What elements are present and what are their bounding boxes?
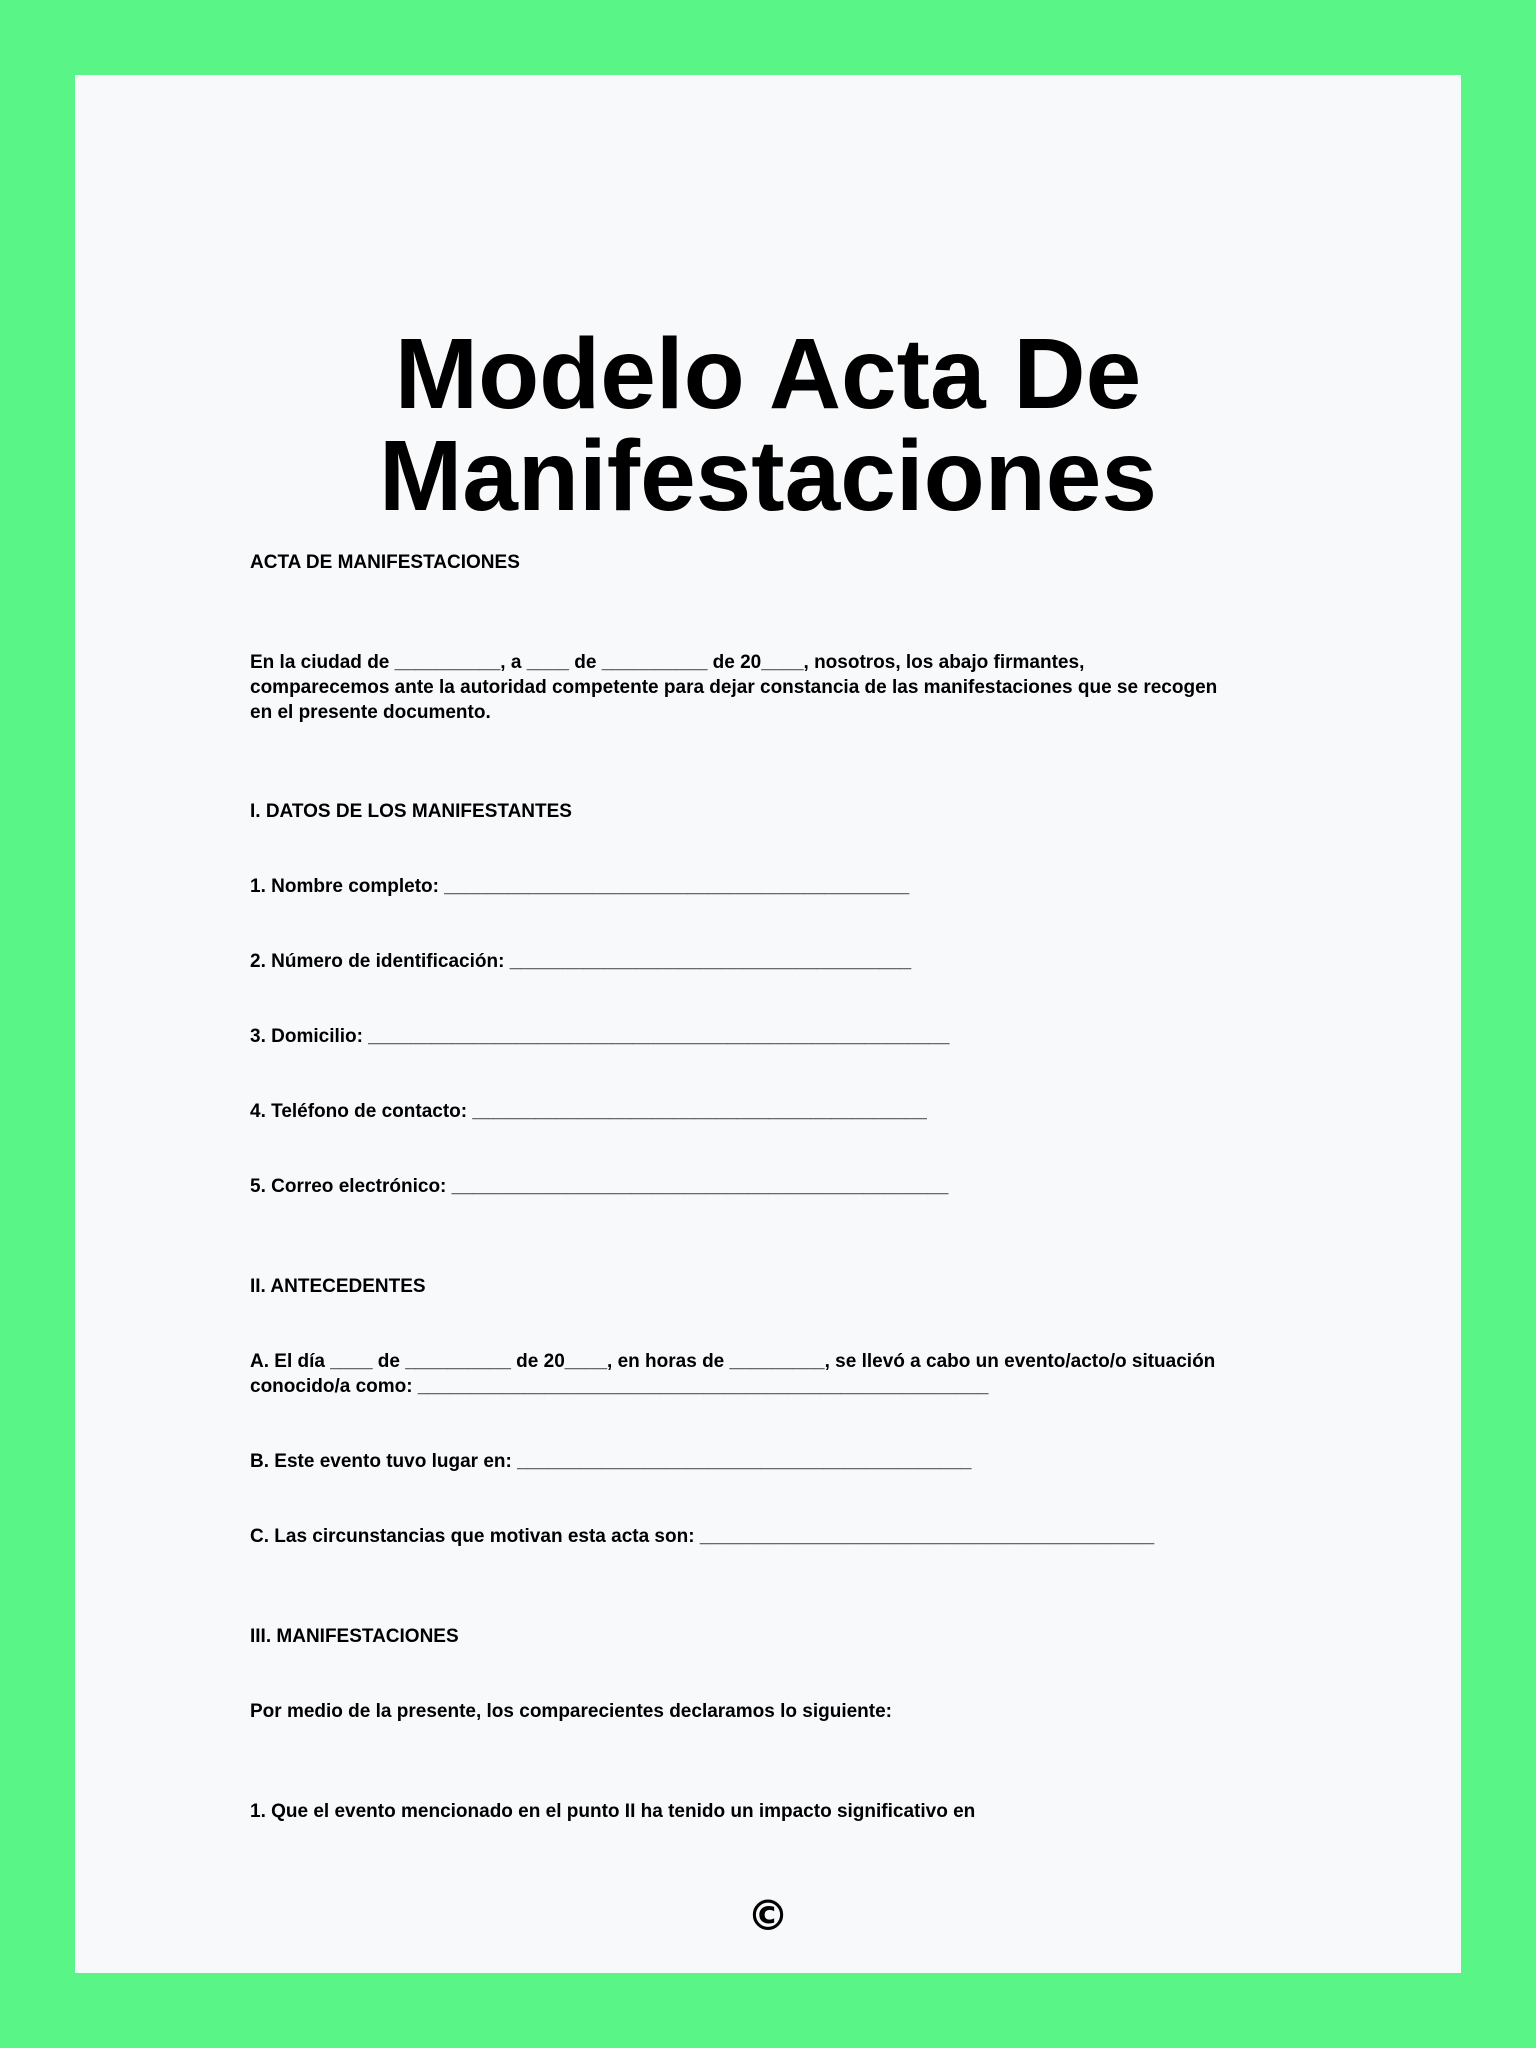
document-page (75, 75, 1461, 1973)
field-nombre-completo: 1. Nombre completo: ____________________________________________ (250, 876, 910, 897)
section-heading-datos: I. DATOS DE LOS MANIFESTANTES (250, 801, 572, 822)
copyright-icon: © (747, 1891, 789, 1940)
antecedente-c: C. Las circunstancias que motivan esta acta son: ___________________________________________ (250, 1526, 1155, 1547)
antecedente-b: B. Este evento tuvo lugar en: ___________________________________________ (250, 1451, 972, 1472)
document-title (75, 318, 1461, 532)
manifestaciones-intro: Por medio de la presente, los comparecientes declaramos lo siguiente: (250, 1701, 892, 1722)
intro-paragraph (250, 650, 1290, 725)
title-line-1: Modelo Acta De (394, 318, 1142, 430)
antecedente-a (250, 1349, 1290, 1399)
field-domicilio: 3. Domicilio: _______________________________________________________ (250, 1026, 950, 1047)
intro-line-3: en el presente documento. (250, 702, 491, 723)
intro-line-2: comparecemos ante la autoridad competente para dejar constancia de las manifestaciones que se recogen (250, 677, 1218, 698)
field-numero-identificacion: 2. Número de identificación: ______________________________________ (250, 951, 912, 972)
antecedente-a-line-2: conocido/a como: ______________________________________________________ (250, 1376, 989, 1397)
intro-line-1: En la ciudad de __________, a ____ de __________ de 20____, nosotros, los abajo firmantes, (250, 652, 1085, 673)
section-heading-antecedentes: II. ANTECEDENTES (250, 1276, 426, 1297)
antecedente-a-line-1: A. El día ____ de __________ de 20____, en horas de _________, se llevó a cabo un evento/acto/o situación (250, 1351, 1216, 1372)
title-line-2: Manifestaciones (378, 420, 1158, 532)
field-telefono: 4. Teléfono de contacto: ___________________________________________ (250, 1101, 927, 1122)
document-heading: ACTA DE MANIFESTACIONES (250, 552, 520, 573)
field-correo: 5. Correo electrónico: _______________________________________________ (250, 1176, 949, 1197)
section-heading-manifestaciones: III. MANIFESTACIONES (250, 1626, 459, 1647)
manifestacion-item-1: 1. Que el evento mencionado en el punto II ha tenido un impacto significativo en (250, 1801, 976, 1822)
